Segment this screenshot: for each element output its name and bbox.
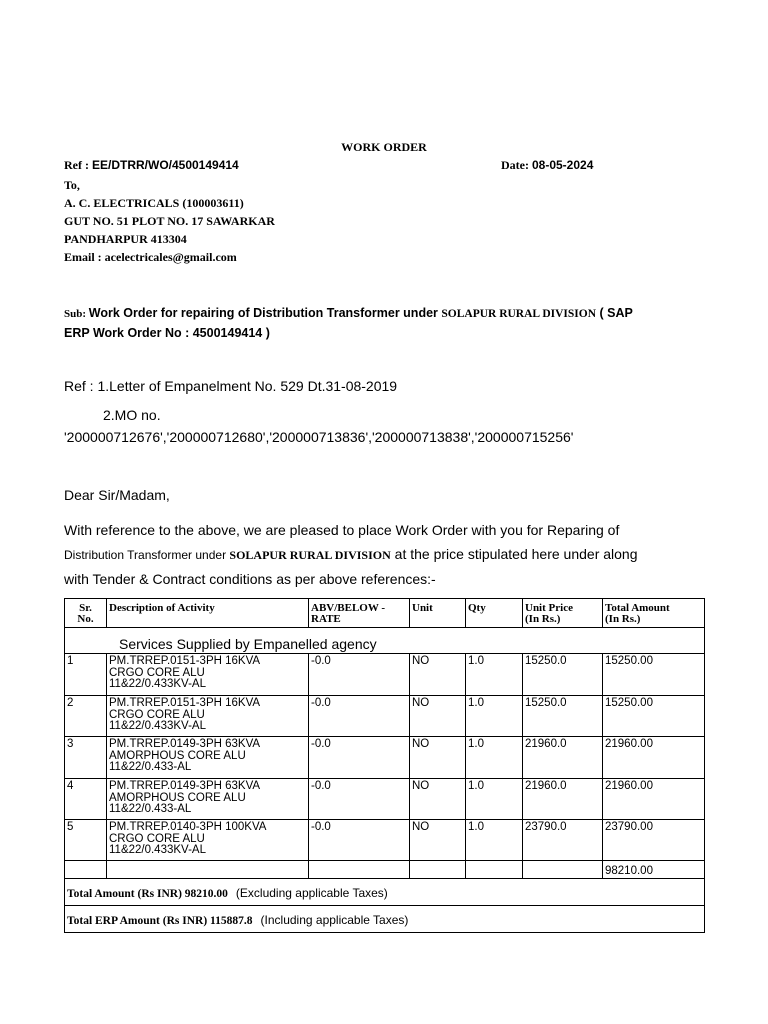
cell-sr: 2 bbox=[65, 696, 107, 736]
cell-empty bbox=[309, 861, 410, 878]
cell-qty: 1.0 bbox=[466, 737, 523, 778]
cell-total: 21960.00 bbox=[605, 780, 653, 792]
subject-line-2: ERP Work Order No : 4500149414 ) bbox=[64, 326, 270, 340]
header-rate-line: ABV/BELOW - bbox=[311, 602, 386, 614]
cell-empty bbox=[107, 861, 309, 878]
cell-unit-price: 15250.0 bbox=[523, 696, 603, 736]
cell-description bbox=[107, 696, 309, 736]
subject-text: Work Order for repairing of Distribution Transformer under bbox=[88, 306, 442, 320]
total-erp-row bbox=[64, 906, 705, 933]
cell-total: 15250.00 bbox=[605, 655, 653, 667]
header-sr-line: No. bbox=[77, 613, 94, 625]
desc-line: 11&22/0.433KV-AL bbox=[109, 678, 206, 690]
cell-unit: NO bbox=[410, 820, 466, 860]
cell-rate: -0.0 bbox=[309, 696, 410, 736]
paragraph-line-1: With reference to the above, we are pleased to place Work Order with you for Reparing of bbox=[64, 522, 620, 538]
address-city: PANDHARPUR 413304 bbox=[64, 232, 187, 246]
date-value: 08-05-2024 bbox=[531, 158, 594, 172]
cell-unit: NO bbox=[410, 737, 466, 778]
header-sr-line: Sr. bbox=[79, 602, 92, 614]
cell-qty: 1.0 bbox=[466, 654, 523, 695]
desc-line: CRGO CORE ALU bbox=[109, 708, 205, 721]
work-order-table bbox=[64, 598, 705, 933]
paragraph-small-text: Distribution Transformer under bbox=[64, 548, 230, 562]
cell-empty bbox=[466, 861, 523, 878]
cell-sr: 5 bbox=[65, 820, 107, 860]
header-description: Description of Activity bbox=[107, 599, 309, 627]
header-price-line: (In Rs.) bbox=[525, 613, 561, 625]
cell-description bbox=[107, 779, 309, 819]
table-row bbox=[64, 779, 705, 820]
desc-line: 11&22/0.433KV-AL bbox=[109, 720, 206, 732]
cell-sr: 1 bbox=[65, 654, 107, 695]
desc-line: AMORPHOUS CORE ALU bbox=[109, 791, 246, 804]
cell-unit-price: 21960.0 bbox=[523, 779, 603, 819]
reference-number bbox=[64, 158, 239, 173]
desc-line: PM.TRREP.0140-3PH 100KVA bbox=[109, 821, 267, 833]
document-title: WORK ORDER bbox=[341, 140, 427, 154]
table-row bbox=[64, 654, 705, 696]
address-street: GUT NO. 51 PLOT NO. 17 SAWARKAR bbox=[64, 214, 275, 228]
desc-line: PM.TRREP.0149-3PH 63KVA bbox=[109, 738, 261, 750]
ref-label: Ref : bbox=[64, 158, 92, 172]
table-row bbox=[64, 820, 705, 861]
cell-empty bbox=[523, 861, 603, 878]
desc-line: PM.TRREP.0151-3PH 16KVA bbox=[109, 697, 261, 709]
cell-description bbox=[107, 654, 309, 695]
cell-qty: 1.0 bbox=[466, 779, 523, 819]
desc-line: PM.TRREP.0151-3PH 16KVA bbox=[109, 655, 261, 667]
desc-line: 11&22/0.433KV-AL bbox=[109, 844, 206, 856]
subject-text-end: ( SAP bbox=[596, 306, 633, 320]
header-unit-price bbox=[523, 599, 603, 627]
cell-description bbox=[107, 737, 309, 778]
table-row bbox=[64, 696, 705, 737]
desc-line: PM.TRREP.0149-3PH 63KVA bbox=[109, 780, 261, 792]
ref-value: EE/DTRR/WO/4500149414 bbox=[91, 158, 239, 172]
desc-line: CRGO CORE ALU bbox=[109, 832, 205, 845]
subject-block bbox=[64, 304, 704, 343]
cell-empty bbox=[410, 861, 466, 878]
cell-unit: NO bbox=[410, 696, 466, 736]
header-price-line: Unit Price bbox=[525, 602, 573, 614]
cell-rate: -0.0 bbox=[309, 737, 410, 778]
total-amount-label: Total Amount (Rs INR) 98210.00 bbox=[67, 888, 228, 900]
cell-total: 23790.00 bbox=[605, 821, 653, 833]
cell-total: 15250.00 bbox=[605, 697, 653, 709]
reference-mo-numbers: '200000712676','200000712680','200000713836','200000713838','200000715256' bbox=[64, 429, 574, 445]
cell-sr: 4 bbox=[65, 779, 107, 819]
group-title-row bbox=[64, 628, 705, 654]
cell-unit: NO bbox=[410, 779, 466, 819]
table-header-row bbox=[64, 598, 705, 628]
header-rate bbox=[309, 599, 410, 627]
desc-line: 11&22/0.433-AL bbox=[109, 803, 192, 815]
desc-line: AMORPHOUS CORE ALU bbox=[109, 749, 246, 762]
header-sr bbox=[65, 599, 107, 627]
cell-qty: 1.0 bbox=[466, 820, 523, 860]
desc-line: 11&22/0.433-AL bbox=[109, 761, 192, 773]
cell-unit-price: 21960.0 bbox=[523, 737, 603, 778]
header-unit: Unit bbox=[410, 599, 466, 627]
cell-sr: 3 bbox=[65, 737, 107, 778]
reference-mo: 2.MO no. bbox=[103, 407, 161, 423]
total-erp-label: Total ERP Amount (Rs INR) 115887.8 bbox=[67, 915, 253, 927]
address-to: To, bbox=[64, 178, 80, 192]
intro-paragraph bbox=[64, 518, 714, 591]
header-rate-line: RATE bbox=[311, 613, 341, 625]
cell-empty bbox=[65, 861, 107, 878]
total-erp-amount bbox=[65, 906, 704, 927]
paragraph-line-2 bbox=[64, 542, 714, 567]
address-name: A. C. ELECTRICALS (100003611) bbox=[64, 196, 244, 210]
order-date bbox=[501, 158, 593, 173]
paragraph-division: SOLAPUR RURAL DIVISION bbox=[229, 548, 391, 562]
greeting: Dear Sir/Madam, bbox=[64, 487, 170, 503]
cell-unit: NO bbox=[410, 654, 466, 695]
cell-unit-price: 15250.0 bbox=[523, 654, 603, 695]
cell-description bbox=[107, 820, 309, 860]
subject-division: SOLAPUR RURAL DIVISION bbox=[441, 308, 597, 320]
subject-label: Sub: bbox=[64, 308, 89, 320]
total-amount-row bbox=[64, 879, 705, 906]
total-amount bbox=[65, 879, 704, 900]
cell-rate: -0.0 bbox=[309, 779, 410, 819]
cell-rate: -0.0 bbox=[309, 820, 410, 860]
cell-unit-price: 23790.0 bbox=[523, 820, 603, 860]
table-row bbox=[64, 737, 705, 779]
cell-total: 21960.00 bbox=[605, 738, 653, 750]
header-qty: Qty bbox=[466, 599, 523, 627]
total-amount-note: (Excluding applicable Taxes) bbox=[235, 886, 388, 900]
cell-rate: -0.0 bbox=[309, 654, 410, 695]
desc-line: CRGO CORE ALU bbox=[109, 666, 205, 679]
cell-qty: 1.0 bbox=[466, 696, 523, 736]
cell-sum-total: 98210.00 bbox=[605, 865, 653, 877]
date-label: Date: bbox=[501, 158, 532, 172]
paragraph-rest: at the price stipulated here under along bbox=[390, 546, 638, 562]
header-total-amount bbox=[603, 599, 704, 627]
header-total-line: Total Amount bbox=[605, 602, 670, 614]
address-email: Email : acelectricales@gmail.com bbox=[64, 250, 237, 264]
group-title: Services Supplied by Empanelled agency bbox=[119, 636, 377, 652]
paragraph-line-3: with Tender & Contract conditions as per above references:- bbox=[64, 571, 436, 587]
total-erp-note: (Including applicable Taxes) bbox=[260, 913, 409, 927]
reference-letter: Ref : 1.Letter of Empanelment No. 529 Dt.31-08-2019 bbox=[64, 378, 398, 394]
sum-row bbox=[64, 861, 705, 879]
header-total-line: (In Rs.) bbox=[605, 613, 641, 625]
